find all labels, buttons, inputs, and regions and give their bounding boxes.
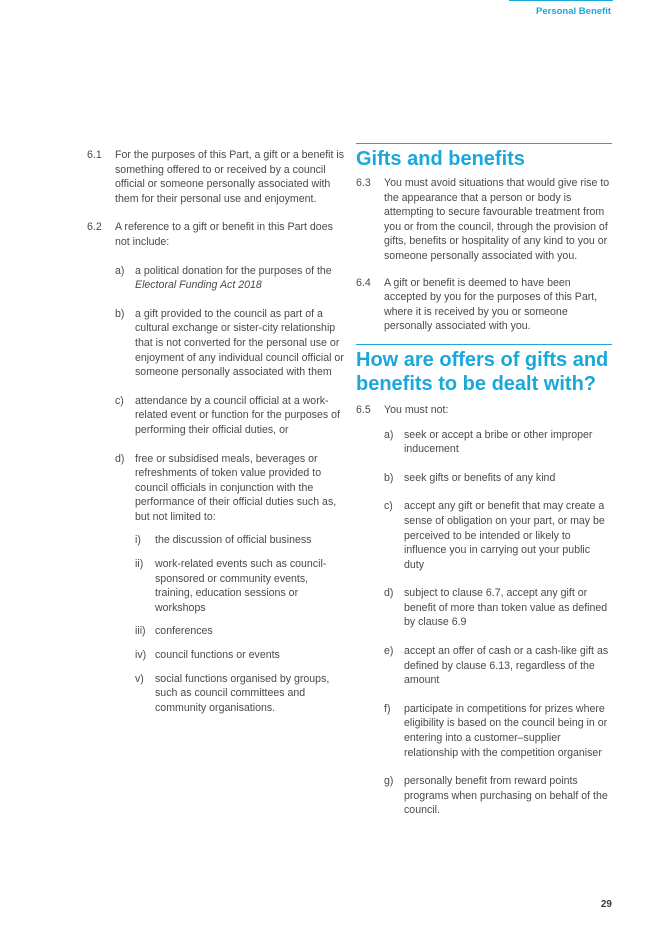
heading-gifts-and-benefits: Gifts and benefits [356,148,525,170]
item-text: accept any gift or benefit that may create a sense of obligation on your part, or may be perceived to be intended or likely to influence you in carrying out your public duty [404,500,605,571]
item-text: subject to clause 6.7, accept any gift or benefit of more than token value as defined by clause 6.9 [404,587,608,629]
sub-list-item-ii [135,557,345,615]
item-text: seek gifts or benefits of any kind [404,471,556,484]
section-title: Personal Benefit [536,6,611,17]
item-label: c) [384,500,393,513]
clause-number: 6.1 [87,149,102,161]
list-item-d [115,452,345,525]
item-label: a) [384,428,394,441]
clause-6-5 [356,403,612,418]
clause-6-4 [356,276,612,334]
list-item-c [115,394,345,438]
item-text: seek or accept a bribe or other improper inducement [404,428,593,456]
item-label: iv) [135,649,147,662]
clause-number: 6.4 [356,276,371,289]
item-text [135,264,345,293]
heading-offers: How are offers of gifts and benefits to be dealt with? [356,348,609,395]
clause-number: 6.5 [356,403,371,416]
item-label: c) [115,394,124,407]
item-label: b) [115,307,125,320]
item-label: e) [384,645,394,658]
page-number: 29 [600,899,612,910]
clause-text: For the purposes of this Part, a gift or a benefit is something offered to or received by a council official or someone personally associated with them for their personal use and enjoyment. [115,149,345,205]
item-text: council functions or events [155,649,280,662]
list-item-b [115,307,345,380]
item-label: a) [115,264,125,277]
item-label: d) [115,452,125,465]
item-label: iii) [135,625,146,638]
item-text: personally benefit from reward points programs when purchasing on behalf of the council. [404,775,608,817]
running-header [509,0,613,17]
clause-number: 6.2 [87,221,102,234]
item-label: i) [135,534,141,547]
list-item-f [384,702,612,760]
sub-list-item-i [135,533,345,548]
clause-text: A reference to a gift or benefit in this Part does not include: [115,221,333,248]
left-column [87,148,345,724]
item-text: attendance by a council official at a work-related event or function for the purposes of performing their official duties, or [135,394,340,436]
item-text: the discussion of official business [155,534,312,547]
heading-rule [356,344,612,345]
list-item-b [384,471,612,486]
sub-list-item-iv [135,648,345,663]
item-label: f) [384,702,391,715]
clause-number: 6.3 [356,177,371,189]
item-text-plain: a political donation for the purposes of the [135,264,332,277]
list-item-a [384,428,612,457]
heading-rule [356,143,612,144]
clause-text: You must avoid situations that would give rise to the appearance that a person or body is attempting to secure favourable treatment from you or from the council, through the provision of gifts, benefits or hospitality of any kind to you or someone personally associated with you. [384,177,610,262]
list-item-e [384,644,612,688]
item-label: ii) [135,558,144,571]
item-text: accept an offer of cash or a cash-like gift as defined by clause 6.13, regardless of the amount [404,645,609,687]
clause-6-1 [87,148,345,206]
list-item-c [384,499,612,572]
list-item-g [384,774,612,818]
clause-text: You must not: [384,403,449,416]
list-item-a [115,264,345,293]
item-text: free or subsidised meals, beverages or refreshments of token value provided to council officials in conjunction with the performance of their official duties such as, but not limited to: [135,452,337,523]
sub-list-item-v [135,672,345,716]
right-column [356,143,612,832]
item-label: d) [384,587,394,600]
item-label: g) [384,775,394,788]
clause-text: A gift or benefit is deemed to have been accepted by you for the purposes of this Part, where it is received by you or someone personally associated with you. [384,276,598,333]
list-item-d [384,586,612,630]
item-text: participate in competitions for prizes where eligibility is based on the council being in or entering into a customer–supplier relationship with the competition organiser [404,702,608,759]
item-text: social functions organised by groups, such as council committees and community organisations. [155,672,330,714]
item-label: b) [384,471,394,484]
clause-6-2 [87,220,345,249]
item-text: conferences [155,625,213,638]
item-text: a gift provided to the council as part of a cultural exchange or sister-city relationship that is not converted for the personal use or enjoyment of any individual council official or someone personally associated with them [135,307,344,379]
clause-6-3 [356,176,612,264]
act-title: Electoral Funding Act 2018 [135,279,262,292]
header-rule [509,0,613,1]
item-text: work-related events such as council-sponsored or community events, training, education sessions or workshops [155,558,327,614]
sub-list-item-iii [135,624,345,639]
item-label: v) [135,672,144,685]
